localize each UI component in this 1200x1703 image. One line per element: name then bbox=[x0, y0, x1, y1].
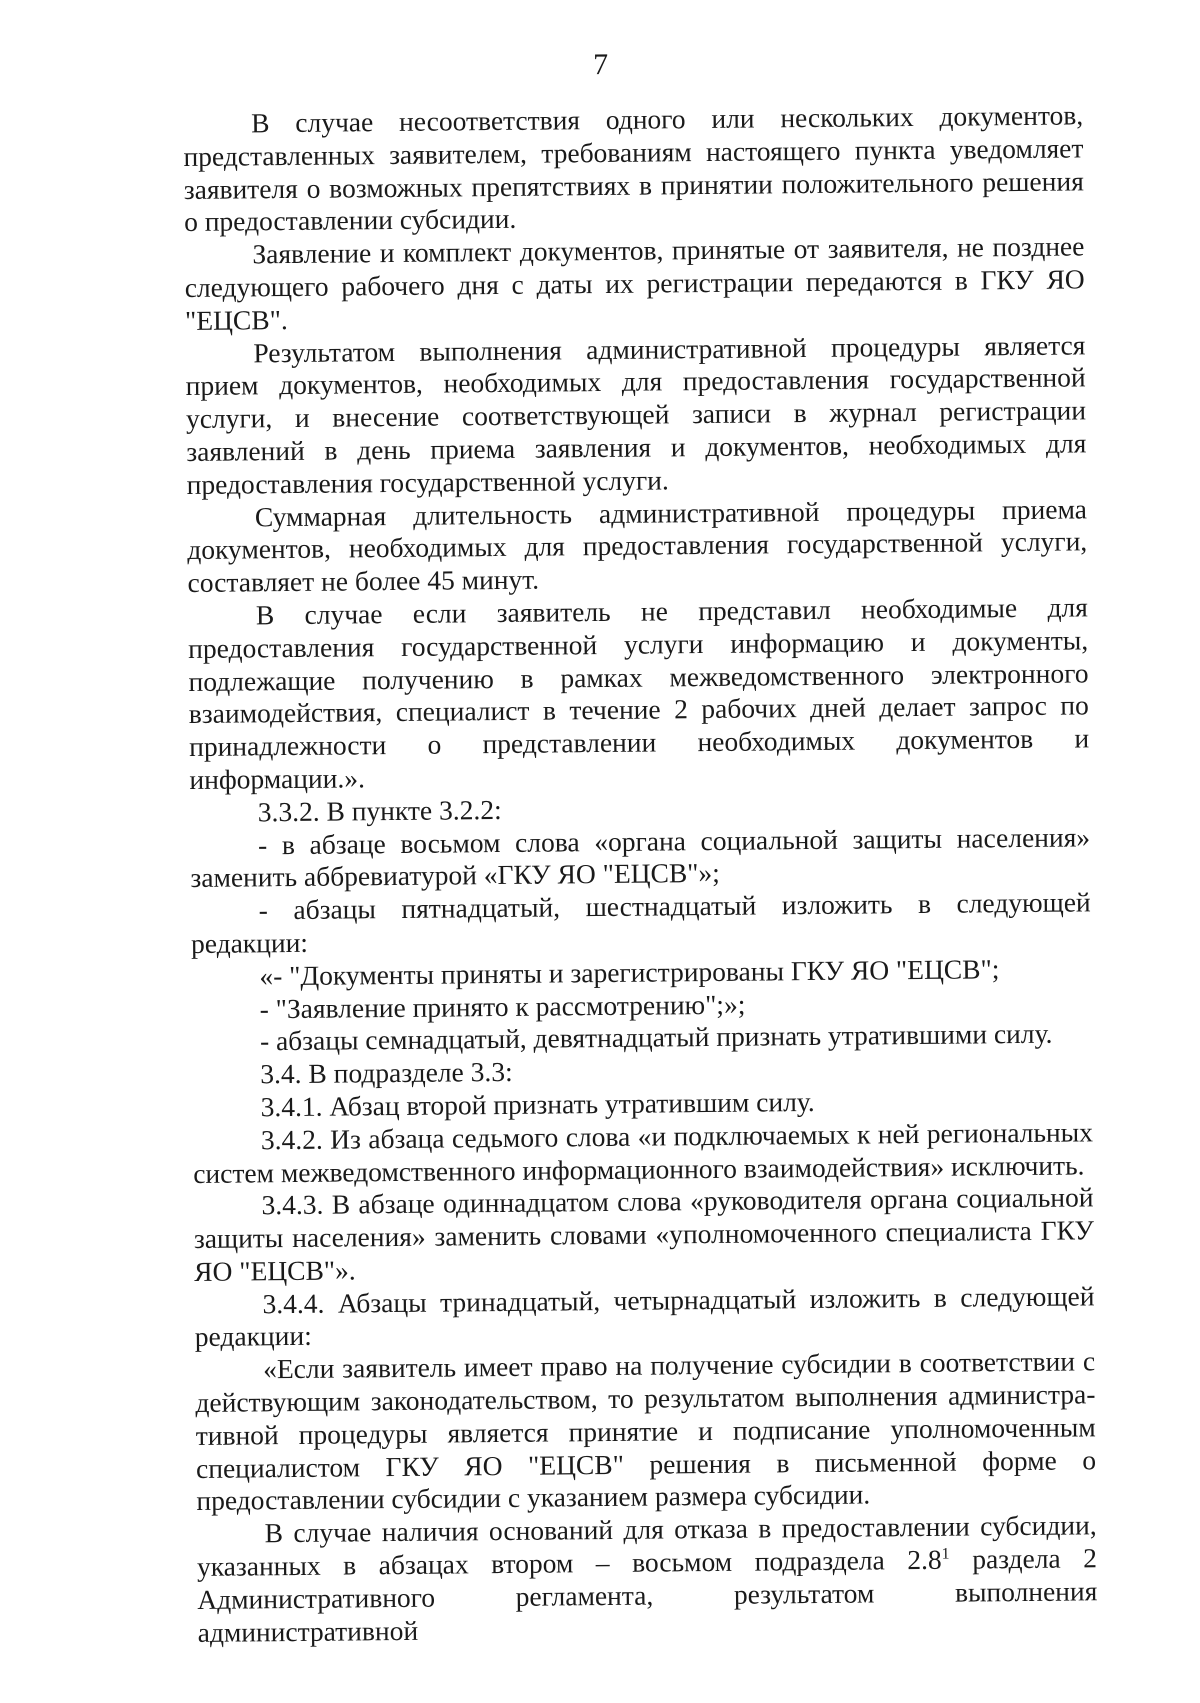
paragraph: Результатом выполнения административной процедуры является прием документов, необходимых для предоставления государственной услуги, и внесение соответствующей записи в журнал регистрации заявлений в день приема заявления и документов, необходимых для предоставления государственной услуги. bbox=[185, 328, 1087, 500]
paragraph: Заявление и комплект документов, принятые от заявителя, не позднее следующего рабочего дня с даты их регистрации передаются в ГКУ ЯО "ЕЦСВ". bbox=[184, 230, 1085, 336]
paragraph: В случае если заявитель не представил необходимые для предоставления государственной услуги информацию и документы, подлежащие получению в рамках межведомственного электронного взаимодействия, специалист в течение 2 рабочих дней делает запрос по принадлежности о представлении необходимых документов и информации.». bbox=[188, 591, 1090, 795]
paragraph: «Если заявитель имеет право на получение субсидии в соответствии с действующим законодательством, то результатом выполнения администра-тивной процедуры является принятие и подписание уполномоченным специалистом ГКУ ЯО "ЕЦСВ" решения в письменной форме о предоставлении субсидии с указанием размера субсидии. bbox=[195, 1345, 1097, 1517]
paragraph: «- "Документы приняты и зарегистрированы ГКУ ЯО "ЕЦСВ"; bbox=[259, 952, 1000, 992]
paragraph-text: В случае наличия оснований для отказа в предоставлении субсидии, указанных в абзацах втором – восьмом подраздела 2.8 bbox=[196, 1509, 1097, 1583]
superscript: 1 bbox=[941, 1545, 950, 1563]
paragraph: 3.4. В подразделе 3.3: bbox=[260, 1055, 513, 1090]
document-body bbox=[183, 99, 1098, 1649]
paragraph-text: раздела 2 Административного регламента, результатом выполнения административной bbox=[197, 1542, 1098, 1648]
paragraph: 3.4.4. Абзацы тринадцатый, четырнадцатый изложить в следующей редакции: bbox=[194, 1280, 1095, 1353]
paragraph: 3.4.2. Из абзаца седьмого слова «и подключаемых к ней региональных систем межведомственного информационного взаимодействия» исключить. bbox=[193, 1116, 1094, 1189]
paragraph: 3.4.3. В абзаце одиннадцатом слова «руководителя органа социальной защиты населения» заменить словами «уполномоченного специалиста ГКУ ЯО "ЕЦСВ"». bbox=[193, 1181, 1094, 1287]
paragraph: 3.3.2. В пункте 3.2.2: bbox=[257, 793, 502, 828]
paragraph: 3.4.1. Абзац второй признать утратившим силу. bbox=[260, 1085, 815, 1123]
paragraph: В случае несоответствия одного или нескольких документов, представленных заявителем, требованиям настоящего пункта уведомляет заявителя о возможных препятствиях в принятии положительного решения о предоставлении субсидии. bbox=[183, 99, 1084, 238]
paragraph: - в абзаце восьмом слова «органа социальной защиты населения» заменить аббревиатурой «ГКУ ЯО "ЕЦСВ"»; bbox=[190, 820, 1091, 894]
paragraph: - абзацы пятнадцатый, шестнадцатый изложить в следующей редакции: bbox=[190, 886, 1091, 959]
paragraph-last bbox=[197, 1510, 1098, 1650]
paragraph: - абзацы семнадцатый, девятнадцатый признать утратившими силу. bbox=[259, 1018, 1053, 1057]
paragraph: Суммарная длительность административной процедуры приема документов, необходимых для предоставления государственной услуги, составляет не более 45 минут. bbox=[187, 492, 1088, 599]
paragraph: - "Заявление принято к рассмотрению";»; bbox=[259, 988, 746, 1024]
page-number: 7 bbox=[592, 47, 609, 82]
